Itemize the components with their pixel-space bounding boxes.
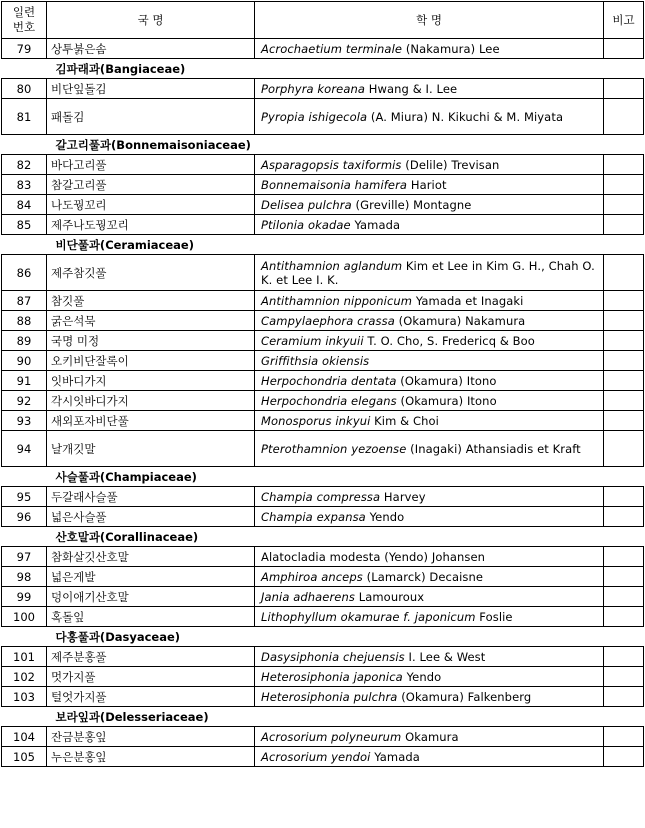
scientific-name-cell (255, 175, 604, 195)
scientific-name-italic: Heterosiphonia japonica (261, 669, 403, 684)
scientific-name-cell (255, 507, 604, 527)
scientific-name-italic: Jania adhaerens (261, 589, 355, 604)
scientific-name-italic: Heterosiphonia pulchra (261, 689, 398, 704)
scientific-name-italic: Pterothamnion yezoense (261, 441, 407, 456)
scientific-name-cell (255, 747, 604, 767)
remarks-cell (604, 391, 644, 411)
scientific-name-author: Harvey (380, 489, 426, 504)
scientific-name-italic: Amphiroa anceps (261, 569, 363, 584)
scientific-name-cell (255, 291, 604, 311)
table-row (2, 487, 644, 507)
remarks-cell (604, 507, 644, 527)
header-korean-name: 국 명 (47, 2, 255, 39)
remarks-cell (604, 587, 644, 607)
scientific-name-cell (255, 331, 604, 351)
korean-name-cell: 날개깃말 (47, 431, 255, 467)
scientific-name-cell (255, 667, 604, 687)
scientific-name-cell (255, 431, 604, 467)
remarks-cell (604, 411, 644, 431)
scientific-name-author: I. Lee & West (404, 649, 486, 664)
remarks-cell (604, 311, 644, 331)
species-list-sheet (1, 1, 643, 767)
korean-name-cell: 멋가지풀 (47, 667, 255, 687)
scientific-name-author: (Delile) Trevisan (401, 157, 500, 172)
remarks-cell (604, 291, 644, 311)
table-row (2, 39, 644, 59)
scientific-name-italic: Champia compressa (261, 489, 381, 504)
scientific-name-author: Yendo (402, 669, 442, 684)
scientific-name-author: (Okamura) Falkenberg (397, 689, 532, 704)
remarks-cell (604, 487, 644, 507)
remarks-cell (604, 255, 644, 291)
scientific-name-cell (255, 587, 604, 607)
scientific-name-italic: Champia expansa (261, 509, 366, 524)
scientific-name-italic: Bonnemaisonia hamifera (261, 177, 408, 192)
family-header-row (2, 527, 644, 547)
scientific-name-italic: Ceramium inkyuii (261, 333, 364, 348)
korean-name-cell: 누은분홍잎 (47, 747, 255, 767)
scientific-name-italic: Asparagopsis taxiformis (261, 157, 402, 172)
table-row (2, 411, 644, 431)
scientific-name-author: Kim et Lee in Kim G. H., Chah O. K. et Lee I. K. (261, 258, 595, 287)
korean-name-cell: 제주참깃풀 (47, 255, 255, 291)
scientific-name-author: Kim & Choi (370, 413, 439, 428)
scientific-name-cell (255, 255, 604, 291)
scientific-name-italic: Herpochondria dentata (261, 373, 397, 388)
serial-number-cell: 79 (2, 39, 47, 59)
scientific-name-cell (255, 311, 604, 331)
table-row (2, 687, 644, 707)
table-row (2, 727, 644, 747)
serial-number-cell: 83 (2, 175, 47, 195)
family-name: 다홍풀과(Dasyaceae) (2, 627, 644, 647)
remarks-cell (604, 567, 644, 587)
header-scientific-name: 학 명 (255, 2, 604, 39)
scientific-name-author: (Inagaki) Athansiadis et Kraft (406, 441, 581, 456)
table-row (2, 431, 644, 467)
scientific-name-italic: Antithamnion aglandum (261, 258, 403, 273)
scientific-name-italic: Dasysiphonia chejuensis (261, 649, 405, 664)
serial-number-cell: 103 (2, 687, 47, 707)
scientific-name-cell (255, 155, 604, 175)
family-header-row (2, 627, 644, 647)
scientific-name-author: (A. Miura) N. Kikuchi & M. Miyata (367, 109, 564, 124)
table-row (2, 547, 644, 567)
table-body (2, 39, 644, 767)
scientific-name-italic: Herpochondria elegans (261, 393, 397, 408)
remarks-cell (604, 747, 644, 767)
scientific-name-italic: Monosporus inkyui (261, 413, 371, 428)
serial-number-cell: 98 (2, 567, 47, 587)
remarks-cell (604, 195, 644, 215)
korean-name-cell: 넓은사슬풀 (47, 507, 255, 527)
serial-number-cell: 99 (2, 587, 47, 607)
serial-number-cell: 96 (2, 507, 47, 527)
table-row (2, 747, 644, 767)
remarks-cell (604, 39, 644, 59)
serial-number-cell: 100 (2, 607, 47, 627)
table-row (2, 99, 644, 135)
korean-name-cell: 각시잇바디가지 (47, 391, 255, 411)
korean-name-cell: 굵은석묵 (47, 311, 255, 331)
scientific-name-author: (Nakamura) Lee (402, 41, 500, 56)
scientific-name-cell (255, 547, 604, 567)
scientific-name-italic: Acrosorium polyneurum (261, 729, 402, 744)
serial-number-cell: 93 (2, 411, 47, 431)
table-row (2, 607, 644, 627)
scientific-name-author: Yamada et Inagaki (412, 293, 524, 308)
table-row (2, 567, 644, 587)
scientific-name-italic: Griffithsia okiensis (261, 353, 370, 368)
remarks-cell (604, 547, 644, 567)
korean-name-cell: 오키비단잘록이 (47, 351, 255, 371)
scientific-name-author: (Okamura) Nakamura (394, 313, 526, 328)
scientific-name-author: Okamura (401, 729, 459, 744)
korean-name-cell: 잇바디가지 (47, 371, 255, 391)
header-serial-number (2, 2, 47, 39)
serial-number-cell: 94 (2, 431, 47, 467)
family-header-row (2, 135, 644, 155)
family-name: 갈고리풀과(Bonnemaisoniaceae) (2, 135, 644, 155)
scientific-name-cell (255, 215, 604, 235)
korean-name-cell: 두갈래사슬풀 (47, 487, 255, 507)
table-row (2, 507, 644, 527)
remarks-cell (604, 155, 644, 175)
table-row (2, 391, 644, 411)
scientific-name-cell (255, 99, 604, 135)
korean-name-cell: 비단잎돌김 (47, 79, 255, 99)
table-row (2, 79, 644, 99)
scientific-name-italic: Antithamnion nipponicum (261, 293, 413, 308)
table-header-row (2, 2, 644, 39)
korean-name-cell: 국명 미정 (47, 331, 255, 351)
korean-name-cell: 제주분홍풀 (47, 647, 255, 667)
table-row (2, 647, 644, 667)
korean-name-cell: 새외포자비단풀 (47, 411, 255, 431)
korean-name-cell: 넓은게발 (47, 567, 255, 587)
remarks-cell (604, 99, 644, 135)
serial-number-cell: 105 (2, 747, 47, 767)
korean-name-cell: 혹돌잎 (47, 607, 255, 627)
family-header-row (2, 59, 644, 79)
family-header-row (2, 467, 644, 487)
scientific-name-cell (255, 647, 604, 667)
family-name: 보라잎과(Delesseriaceae) (2, 707, 644, 727)
remarks-cell (604, 215, 644, 235)
family-name: 사슬풀과(Champiaceae) (2, 467, 644, 487)
scientific-name-author: Yamada (350, 217, 401, 232)
scientific-name-cell (255, 411, 604, 431)
scientific-name-cell (255, 195, 604, 215)
scientific-name-cell (255, 351, 604, 371)
scientific-name-italic: Ptilonia okadae (261, 217, 351, 232)
table-row (2, 351, 644, 371)
remarks-cell (604, 727, 644, 747)
scientific-name-author: (Okamura) Itono (396, 373, 497, 388)
scientific-name-author: (Greville) Montagne (351, 197, 472, 212)
scientific-name-cell (255, 371, 604, 391)
korean-name-cell: 바다고리풀 (47, 155, 255, 175)
serial-number-cell: 92 (2, 391, 47, 411)
serial-number-cell: 97 (2, 547, 47, 567)
korean-name-cell: 제주나도꿩꼬리 (47, 215, 255, 235)
remarks-cell (604, 175, 644, 195)
scientific-name-author: Hwang & I. Lee (365, 81, 458, 96)
scientific-name-cell (255, 79, 604, 99)
korean-name-cell: 나도꿩꼬리 (47, 195, 255, 215)
remarks-cell (604, 331, 644, 351)
serial-number-cell: 104 (2, 727, 47, 747)
serial-number-cell: 88 (2, 311, 47, 331)
table-row (2, 175, 644, 195)
scientific-name-cell (255, 727, 604, 747)
scientific-name-author: Alatocladia modesta (Yendo) Johansen (261, 549, 486, 564)
scientific-name-italic: Pyropia ishigecola (261, 109, 368, 124)
serial-number-cell: 91 (2, 371, 47, 391)
scientific-name-author: Yendo (365, 509, 405, 524)
serial-number-cell: 95 (2, 487, 47, 507)
remarks-cell (604, 351, 644, 371)
remarks-cell (604, 667, 644, 687)
species-table (1, 1, 644, 767)
korean-name-cell: 덩이애기산호말 (47, 587, 255, 607)
scientific-name-author: (Lamarck) Decaisne (362, 569, 484, 584)
scientific-name-italic: Delisea pulchra (261, 197, 352, 212)
family-name: 비단풀과(Ceramiaceae) (2, 235, 644, 255)
korean-name-cell: 상투붉은솜 (47, 39, 255, 59)
scientific-name-cell (255, 487, 604, 507)
serial-number-cell: 87 (2, 291, 47, 311)
scientific-name-cell (255, 391, 604, 411)
scientific-name-author: Foslie (475, 609, 513, 624)
scientific-name-cell (255, 567, 604, 587)
family-name: 산호말과(Corallinaceae) (2, 527, 644, 547)
scientific-name-author: Lamouroux (354, 589, 425, 604)
table-row (2, 331, 644, 351)
serial-number-cell: 82 (2, 155, 47, 175)
family-header-row (2, 707, 644, 727)
serial-number-cell: 101 (2, 647, 47, 667)
serial-number-cell: 85 (2, 215, 47, 235)
scientific-name-cell (255, 687, 604, 707)
scientific-name-italic: Campylaephora crassa (261, 313, 395, 328)
remarks-cell (604, 687, 644, 707)
family-name: 김파래과(Bangiaceae) (2, 59, 644, 79)
scientific-name-cell (255, 39, 604, 59)
korean-name-cell: 털엇가지풀 (47, 687, 255, 707)
table-row (2, 291, 644, 311)
scientific-name-italic: Acrochaetium terminale (261, 41, 403, 56)
serial-number-cell: 81 (2, 99, 47, 135)
korean-name-cell: 참깃풀 (47, 291, 255, 311)
serial-number-cell: 89 (2, 331, 47, 351)
scientific-name-italic: Acrosorium yendoi (261, 749, 371, 764)
remarks-cell (604, 647, 644, 667)
serial-number-cell: 86 (2, 255, 47, 291)
remarks-cell (604, 79, 644, 99)
table-row (2, 587, 644, 607)
table-row (2, 311, 644, 331)
korean-name-cell: 참갈고리풀 (47, 175, 255, 195)
table-row (2, 667, 644, 687)
remarks-cell (604, 607, 644, 627)
serial-number-cell: 80 (2, 79, 47, 99)
korean-name-cell: 참화살깃산호말 (47, 547, 255, 567)
korean-name-cell: 패돌김 (47, 99, 255, 135)
korean-name-cell: 잔금분홍잎 (47, 727, 255, 747)
header-remarks: 비고 (604, 2, 644, 39)
table-row (2, 195, 644, 215)
serial-number-cell: 102 (2, 667, 47, 687)
table-row (2, 215, 644, 235)
header-serial-number-text: 일련 번호 (12, 5, 36, 34)
scientific-name-author: Hariot (407, 177, 447, 192)
family-header-row (2, 235, 644, 255)
scientific-name-author: T. O. Cho, S. Fredericq & Boo (363, 333, 535, 348)
serial-number-cell: 90 (2, 351, 47, 371)
serial-number-cell: 84 (2, 195, 47, 215)
scientific-name-author: Yamada (370, 749, 420, 764)
scientific-name-cell (255, 607, 604, 627)
table-row (2, 255, 644, 291)
scientific-name-author: (Okamura) Itono (396, 393, 497, 408)
scientific-name-italic: Lithophyllum okamurae f. japonicum (261, 609, 476, 624)
scientific-name-italic: Porphyra koreana (261, 81, 366, 96)
table-row (2, 371, 644, 391)
remarks-cell (604, 371, 644, 391)
remarks-cell (604, 431, 644, 467)
table-row (2, 155, 644, 175)
